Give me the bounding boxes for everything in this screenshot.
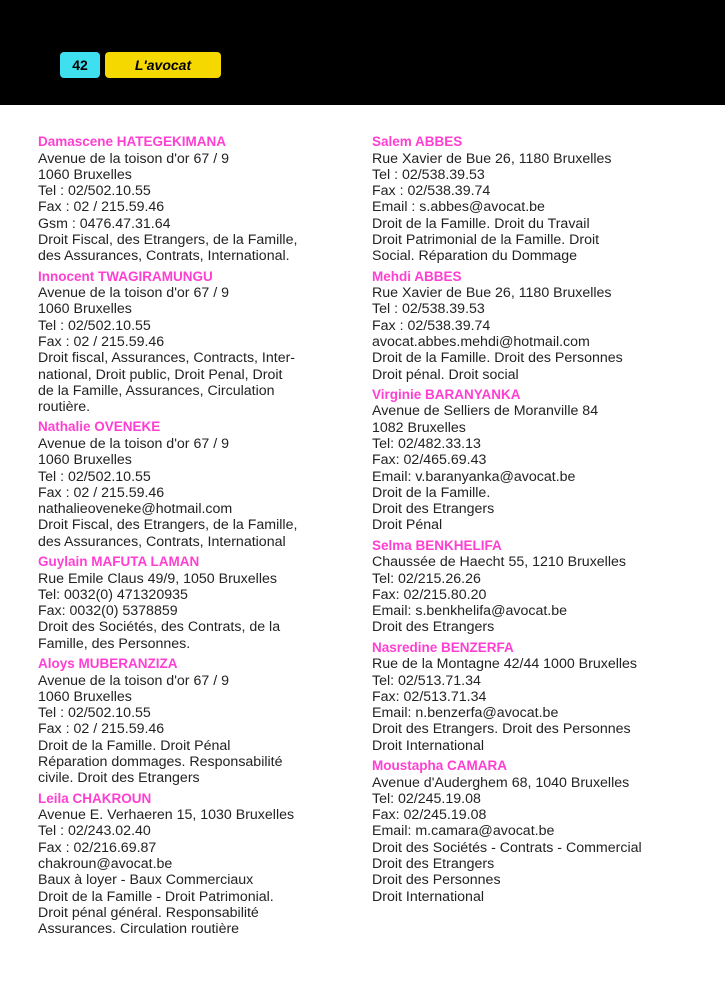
contact-line: Rue Emile Claus 49/9, 1050 Bruxelles (38, 570, 277, 587)
contact-line: Droit des Etrangers (372, 855, 495, 872)
contact-line: Fax : 02 / 215.59.46 (38, 721, 165, 738)
contact-line: Rue Xavier de Bue 26, 1180 Bruxelles (372, 150, 612, 167)
lawyer-name: Damascene HATEGEKIMANA (38, 134, 227, 149)
contact-line: Droit de la Famille. Droit Pénal (38, 737, 231, 754)
lawyer-name: Selma BENKHELIFA (372, 537, 502, 553)
contact-line: Fax : 02 / 215.59.46 (38, 199, 165, 216)
contact-line: Droit de la Famille. Droit du Travail (372, 215, 590, 232)
contact-line: Droit des Personnes (372, 872, 501, 889)
contact-line: Email: m.camara@avocat.be (372, 823, 555, 840)
contact-line: Tel : 02/538.39.53 (372, 301, 485, 318)
lawyer-name: Mehdi ABBES (372, 268, 462, 284)
contact-line: Tel: 02/482.33.13 (372, 435, 481, 452)
contact-line: Avenue de la toison d'or 67 / 9 (38, 435, 229, 452)
contact-line: 1060 Bruxelles (38, 301, 132, 318)
lawyer-entry (372, 758, 702, 905)
contact-line: Chaussée de Haecht 55, 1210 Bruxelles (372, 554, 626, 571)
contact-line: Fax : 02/216.69.87 (38, 839, 157, 856)
contact-line: Fax : 02/538.39.74 (372, 317, 491, 334)
contact-line: Tel: 02/513.71.34 (372, 672, 481, 689)
lawyer-name: Leila CHAKROUN (38, 790, 152, 806)
lawyer-entry (38, 269, 356, 416)
contact-line: Tel : 02/502.10.55 (38, 468, 151, 485)
contact-line: Droit de la Famille - Droit Patrimonial. (38, 888, 274, 905)
section-title-badge: L'avocat (105, 52, 221, 78)
contact-line: 1060 Bruxelles (38, 452, 132, 469)
contact-line: avocat.abbes.mehdi@hotmail.com (372, 333, 590, 350)
contact-line: Rue Xavier de Bue 26, 1180 Bruxelles (372, 285, 612, 302)
contact-line: Fax: 02/245.19.08 (372, 807, 487, 824)
contact-line: Fax: 02/465.69.43 (372, 452, 487, 469)
contact-line: Droit International (372, 888, 484, 905)
lawyer-name: Nasredine BENZERFA (372, 639, 514, 655)
contact-line: Fax : 02 / 215.59.46 (38, 484, 165, 501)
contact-line: Avenue de la toison d'or 67 / 9 (38, 672, 229, 689)
contact-line: Email: s.benkhelifa@avocat.be (372, 603, 568, 620)
contact-line: Droit Fiscal, des Etrangers, de la Famille, (38, 517, 298, 534)
right-column (372, 134, 702, 909)
lawyer-entry (372, 134, 702, 265)
contact-line: Avenue de la toison d'or 67 / 9 (38, 150, 229, 167)
page-header (0, 0, 725, 105)
left-column (38, 134, 356, 941)
contact-line: Tel : 02/502.10.55 (38, 183, 151, 200)
contact-line: des Assurances, Contrats, International (38, 533, 286, 550)
contact-line: des Assurances, Contrats, International. (38, 248, 290, 265)
contact-line: Tel: 02/245.19.08 (372, 790, 481, 807)
contact-line: Droit pénal général. Responsabilité (38, 904, 259, 921)
contact-line: Avenue de Selliers de Moranville 84 (372, 403, 599, 420)
contact-line: Tel : 02/502.10.55 (38, 317, 151, 334)
contact-line: Email: v.baranyanka@avocat.be (372, 468, 576, 485)
lawyer-name: Moustapha CAMARA (372, 758, 507, 773)
contact-line: Droit de la Famille. Droit des Personnes (372, 350, 623, 367)
lawyer-entry (38, 419, 356, 550)
page-number-badge: 42 (60, 52, 100, 78)
lawyer-name: Aloys MUBERANZIZA (38, 656, 178, 672)
contact-line: Tel : 02/538.39.53 (372, 166, 485, 183)
contact-line: Droit Fiscal, des Etrangers, de la Famille, (38, 231, 298, 248)
contact-line: Baux à loyer - Baux Commerciaux (38, 872, 254, 889)
contact-line: Email : s.abbes@avocat.be (372, 199, 545, 216)
contact-line: Fax: 02/513.71.34 (372, 688, 487, 705)
contact-line: Gsm : 0476.47.31.64 (38, 215, 171, 232)
lawyer-entry (38, 791, 356, 938)
lawyer-entry (372, 640, 702, 754)
contact-line: Avenue de la toison d'or 67 / 9 (38, 285, 229, 302)
lawyer-name: Guylain MAFUTA LAMAN (38, 554, 200, 570)
lawyer-entry (372, 269, 702, 383)
contact-line: Fax: 0032(0) 5378859 (38, 603, 178, 620)
contact-line: chakroun@avocat.be (38, 855, 173, 872)
contact-line: Assurances. Circulation routière (38, 921, 240, 938)
contact-line: Droit des Etrangers (372, 619, 495, 636)
lawyer-name: Innocent TWAGIRAMUNGU (38, 268, 213, 284)
contact-line: Famille, des Personnes. (38, 635, 191, 652)
contact-line: routière. (38, 399, 91, 416)
lawyer-name: Nathalie OVENEKE (38, 419, 161, 435)
contact-line: Rue de la Montagne 42/44 1000 Bruxelles (372, 656, 638, 673)
contact-line: Email: n.benzerfa@avocat.be (372, 705, 559, 722)
lawyer-entry (372, 387, 702, 534)
contact-line: 1060 Bruxelles (38, 688, 132, 705)
contact-line: Droit des Etrangers. Droit des Personnes (372, 721, 631, 738)
contact-line: Droit pénal. Droit social (372, 366, 519, 383)
contact-line: Fax : 02 / 215.59.46 (38, 333, 165, 350)
contact-line: Tel : 02/243.02.40 (38, 823, 151, 840)
contact-line: Fax: 02/215.80.20 (372, 586, 487, 603)
contact-line: 1082 Bruxelles (372, 419, 466, 436)
contact-line: nathalieoveneke@hotmail.com (38, 501, 233, 518)
contact-line: Droit de la Famille. (372, 484, 491, 501)
contact-line: Tel : 02/502.10.55 (38, 705, 151, 722)
contact-line: Avenue E. Verhaeren 15, 1030 Bruxelles (38, 807, 295, 824)
contact-line: Droit des Sociétés, des Contrats, de la (38, 619, 281, 636)
contact-line: Droit International (372, 737, 484, 754)
lawyer-entry (38, 134, 356, 265)
contact-line: Réparation dommages. Responsabilité (38, 754, 283, 770)
contact-line: Tel: 02/215.26.26 (372, 570, 481, 587)
lawyer-name: Virginie BARANYANKA (372, 386, 521, 402)
lawyer-entry (38, 656, 356, 787)
contact-line: Avenue d'Auderghem 68, 1040 Bruxelles (372, 774, 630, 791)
lawyer-entry (38, 554, 356, 652)
contact-line: Droit des Sociétés - Contrats - Commercial (372, 839, 642, 856)
contact-line: Social. Réparation du Dommage (372, 248, 578, 265)
contact-line: national, Droit public, Droit Penal, Droit (38, 366, 283, 383)
contact-line: de la Famille, Assurances, Circulation (38, 382, 275, 399)
contact-line: civile. Droit des Etrangers (38, 770, 200, 787)
contact-line: Droit Patrimonial de la Famille. Droit (372, 231, 600, 248)
lawyer-entry (372, 538, 702, 636)
contact-line: Droit des Etrangers (372, 501, 495, 518)
contact-line: Droit fiscal, Assurances, Contracts, Inter- (38, 350, 296, 367)
contact-line: Droit Pénal (372, 517, 443, 534)
contact-line: Tel: 0032(0) 471320935 (38, 586, 188, 603)
contact-line: 1060 Bruxelles (38, 166, 132, 183)
contact-line: Fax : 02/538.39.74 (372, 183, 491, 200)
lawyer-name: Salem ABBES (372, 134, 463, 149)
